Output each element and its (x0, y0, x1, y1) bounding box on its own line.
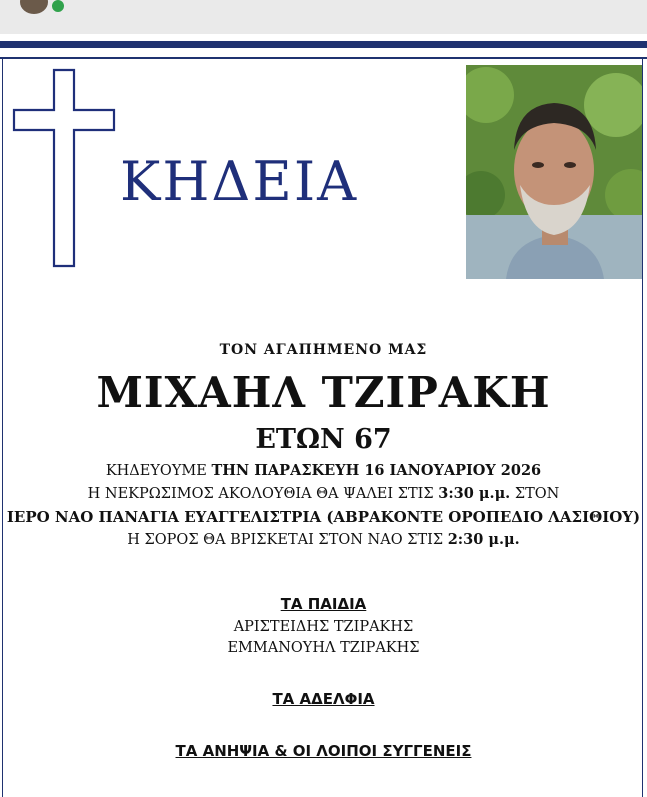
service-time-line (0, 485, 647, 502)
top-border-thick (0, 41, 647, 48)
cross-icon (10, 68, 118, 270)
notice-title: ΚΗΔΕΙΑ (120, 150, 359, 213)
service-time-suffix: ΣΤΟΝ (510, 486, 560, 502)
church-location: ΙΕΡΟ ΝΑΟ ΠΑΝΑΓΙΑ ΕΥΑΓΓΕΛΙΣΤΡΙΑ (ΑΒΡΑΚΟΝΤΕ ΟΡΟΠΕΔΙΟ ΛΑΣΙΘΙΟΥ) (6, 508, 641, 526)
deceased-name: ΜΙΧΑΗΛ ΤΖΙΡΑΚΗ (96, 368, 551, 417)
child-name: ΑΡΙΣΤΕΙΔΗΣ ΤΖΙΡΑΚΗΣ (233, 619, 414, 635)
child-name: ΕΜΜΑΝΟΥΗΛ ΤΖΙΡΑΚΗΣ (227, 640, 420, 656)
relatives-heading: ΤΑ ΑΝΗΨΙΑ & ΟΙ ΛΟΙΠΟΙ ΣΥΓΓΕΝΕΙΣ (175, 742, 472, 760)
funeral-date-line (0, 462, 647, 479)
viewing-time: 2:30 μ.μ. (447, 531, 520, 548)
deceased-photo (466, 65, 642, 279)
intro-text: ΤΟΝ ΑΓΑΠΗΜΕΝΟ ΜΑΣ (219, 342, 428, 358)
viewing-time-line (0, 531, 647, 548)
app-top-bar (0, 0, 647, 34)
siblings-heading: ΤΑ ΑΔΕΛΦΙΑ (272, 690, 375, 708)
funeral-date: ΤΗΝ ΠΑΡΑΣΚΕΥΗ 16 ΙΑΝΟΥΑΡΙΟΥ 2026 (211, 462, 542, 479)
avatar[interactable] (20, 0, 48, 14)
deceased-age: ΕΤΩΝ 67 (255, 424, 392, 455)
funeral-date-prefix: ΚΗΔΕΥΟΥΜΕ (105, 463, 212, 479)
online-status-icon (50, 0, 66, 14)
service-time: 3:30 μ.μ. (438, 485, 511, 502)
children-heading: ΤΑ ΠΑΙΔΙΑ (280, 595, 367, 613)
viewing-time-prefix: Η ΣΟΡΟΣ ΘΑ ΒΡΙΣΚΕΤΑΙ ΣΤΟΝ ΝΑΟ ΣΤΙΣ (127, 532, 448, 548)
service-time-prefix: Η ΝΕΚΡΩΣΙΜΟΣ ΑΚΟΛΟΥΘΙΑ ΘΑ ΨΑΛΕΙ ΣΤΙΣ (87, 486, 439, 502)
top-border-thin (0, 57, 647, 59)
